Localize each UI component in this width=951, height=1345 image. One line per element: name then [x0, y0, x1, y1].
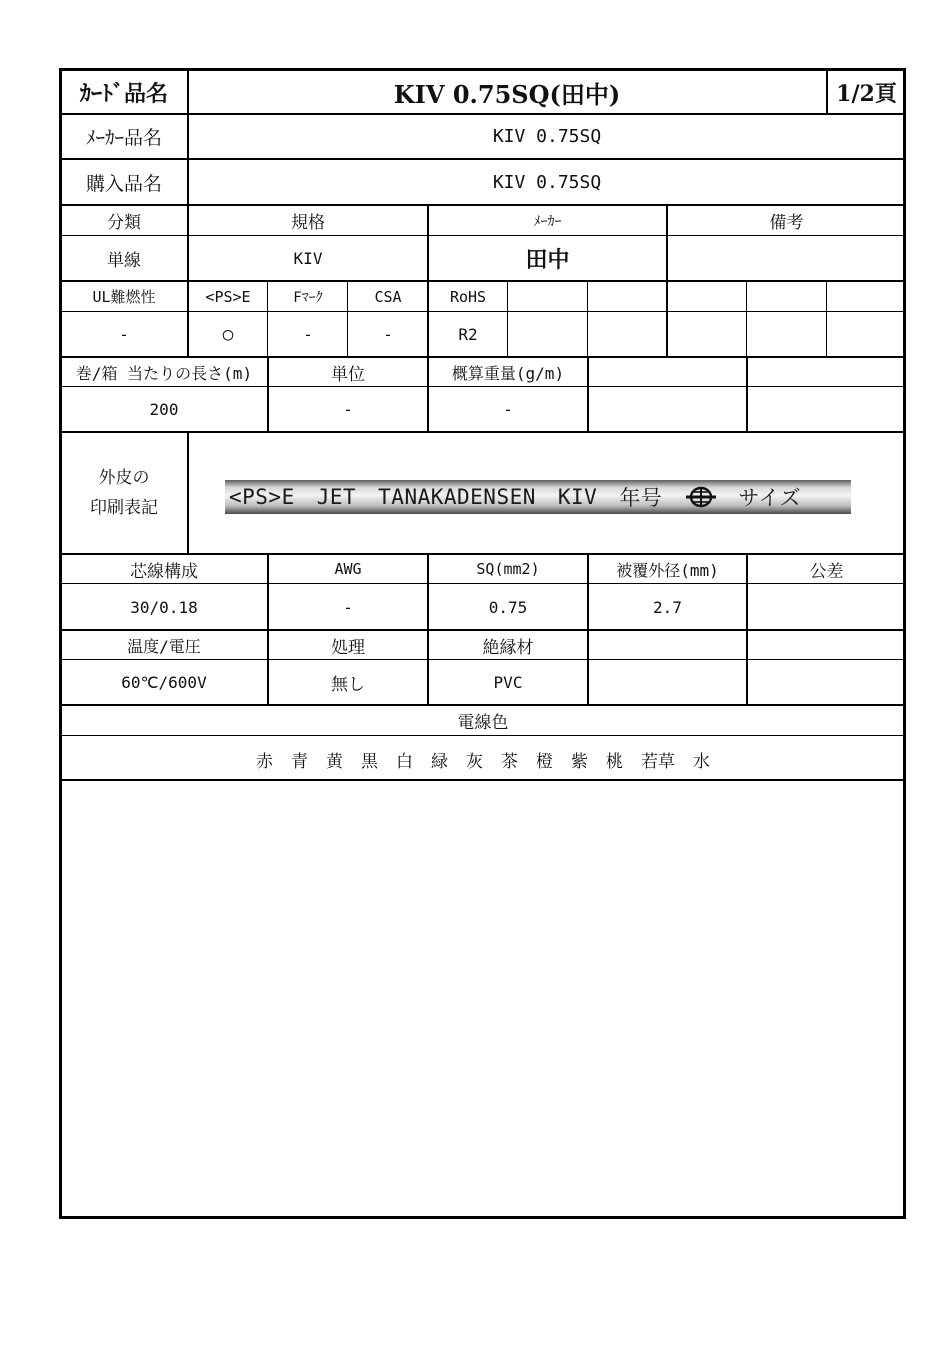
col-divider — [587, 280, 588, 356]
col-divider — [826, 280, 827, 356]
csa-value: - — [383, 325, 393, 344]
print-label — [60, 432, 188, 554]
length-header: 巻/箱 当たりの長さ(m) — [75, 363, 253, 383]
wire-color-item: 茶 — [501, 751, 518, 772]
pse-value: ○ — [222, 324, 234, 345]
awg-header: AWG — [334, 560, 362, 578]
maker-value: 田中 — [525, 248, 570, 273]
print-type: KIV — [557, 485, 598, 509]
col-divider — [746, 356, 748, 432]
tolerance-value — [747, 584, 906, 630]
tolerance-header: 公差 — [809, 561, 844, 582]
ul-value: - — [119, 325, 129, 344]
note-value — [667, 236, 906, 281]
print-label-line1: 外皮の — [98, 468, 150, 488]
fmark-header: Fﾏｰｸ — [293, 289, 323, 306]
core-value: 30/0.18 — [130, 597, 198, 617]
wire-color-item: 桃 — [606, 751, 623, 772]
wire-color-item: 黒 — [361, 751, 378, 772]
pse-header: <PS>E — [205, 287, 251, 306]
od-header: 被覆外径(mm) — [616, 560, 719, 580]
print-jet: JET — [316, 485, 357, 509]
weight-value: - — [503, 400, 513, 419]
card-name-label: ｶｰﾄﾞ品名 — [79, 81, 168, 107]
process-header: 処理 — [331, 637, 365, 658]
unit-header: 単位 — [331, 364, 365, 385]
print-marking-strip — [225, 480, 851, 514]
rohs-value: R2 — [458, 325, 478, 344]
maker-header: ﾒｰｶｰ — [533, 213, 562, 230]
wire-color-item: 橙 — [536, 751, 553, 772]
col-divider — [746, 280, 747, 356]
purchase-name-label: 購入品名 — [85, 172, 162, 195]
weight-header: 概算重量(g/m) — [451, 363, 565, 383]
wire-color-item: 白 — [396, 751, 413, 772]
class-header: 分類 — [107, 213, 141, 233]
csa-header: CSA — [374, 287, 402, 306]
standard-value: KIV — [293, 249, 323, 268]
wire-color-item: 黄 — [326, 751, 343, 772]
rohs-header: RoHS — [449, 287, 487, 306]
page-number: 1/2頁 — [836, 80, 897, 107]
awg-value: - — [343, 597, 353, 617]
purchase-name-value: KIV 0.75SQ — [492, 171, 602, 193]
wire-color-header: 電線色 — [457, 713, 509, 733]
class-value: 単線 — [107, 251, 141, 271]
wire-color-item: 灰 — [466, 751, 483, 772]
wire-color-item: 水 — [693, 751, 710, 772]
maker-name-value: KIV 0.75SQ — [492, 126, 602, 147]
fmark-value: - — [303, 325, 313, 344]
wire-color-item: 若草 — [641, 751, 675, 772]
tanaka-logo-icon — [684, 484, 718, 510]
note-header: 備考 — [769, 213, 804, 233]
wire-color-item: 緑 — [431, 751, 448, 772]
unit-value: - — [343, 400, 353, 419]
card-name-value: KIV 0.75SQ(田中) — [393, 79, 621, 109]
blank-notes-area — [62, 781, 904, 1216]
print-year: 年号 — [619, 486, 663, 510]
core-header: 芯線構成 — [130, 561, 198, 582]
print-maker: TANAKADENSEN — [378, 485, 536, 509]
ul-header: UL難燃性 — [92, 288, 156, 306]
wire-color-item: 青 — [291, 751, 308, 772]
sq-value: 0.75 — [488, 597, 528, 617]
insulation-value: PVC — [493, 673, 523, 692]
length-value: 200 — [149, 400, 179, 419]
sq-header: SQ(mm2) — [476, 560, 540, 578]
print-pse: <PS>E — [229, 485, 295, 509]
print-size: サイズ — [738, 486, 802, 510]
col-divider — [666, 280, 668, 356]
wire-color-list — [60, 740, 906, 778]
wire-color-item: 紫 — [571, 751, 588, 772]
temp-value: 60℃/600V — [121, 673, 207, 692]
process-value: 無し — [331, 675, 365, 695]
maker-name-label: ﾒｰｶｰ品名 — [85, 127, 162, 149]
standard-header: 規格 — [291, 213, 325, 233]
od-value: 2.7 — [653, 597, 682, 617]
temp-header: 温度/電圧 — [127, 636, 201, 656]
insulation-header: 絶縁材 — [482, 637, 534, 658]
print-label-line2: 印刷表記 — [90, 498, 158, 518]
wire-color-item: 赤 — [256, 751, 273, 772]
